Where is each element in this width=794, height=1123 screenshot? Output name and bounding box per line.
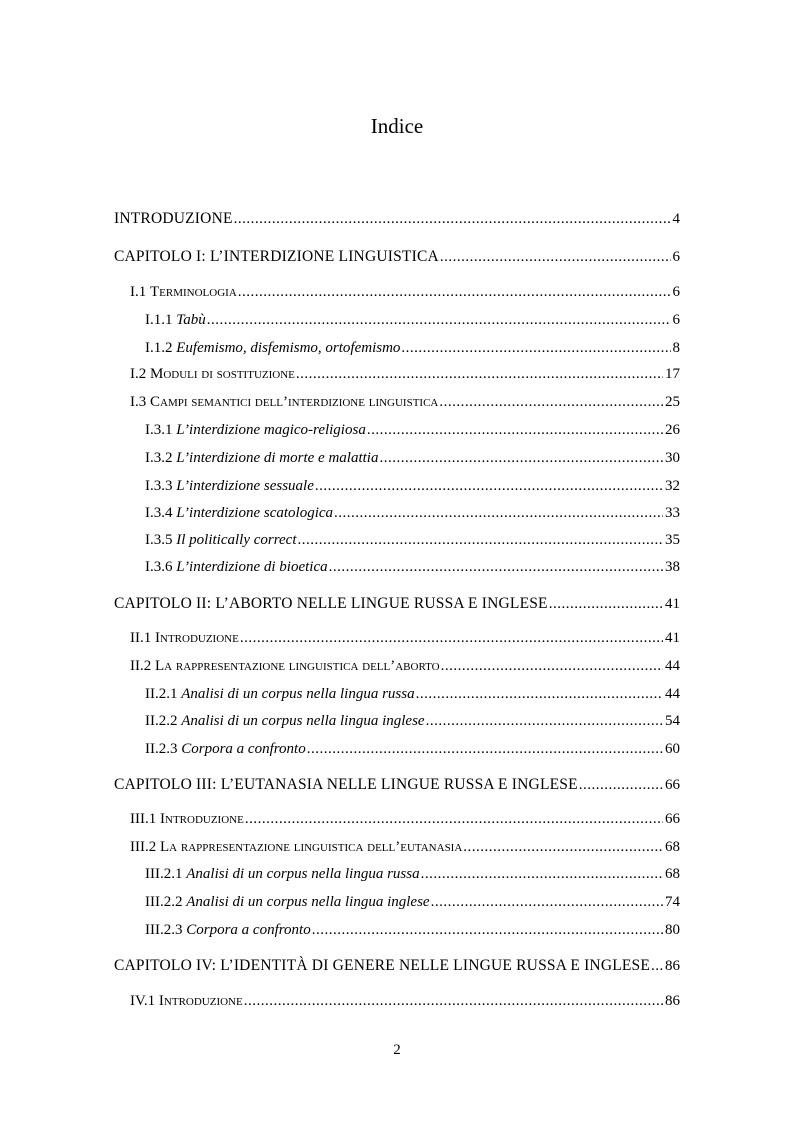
toc-entry-label	[114, 209, 233, 229]
dot-leader	[431, 892, 663, 912]
toc-entry-label	[130, 282, 237, 302]
toc-page-number: 68	[665, 839, 680, 855]
toc-entry-title: Analisi di un corpus nella lingua inglese	[181, 713, 425, 729]
toc-entry-label	[145, 503, 333, 523]
toc-entry[interactable]	[145, 892, 680, 912]
toc-entry-label	[145, 684, 415, 704]
toc-entry-title: CAPITOLO IV: L’IDENTITÀ DI GENERE NELLE LINGUE RUSSA E INGLESE	[114, 957, 651, 974]
toc-entry-title: Tabù	[176, 312, 206, 328]
toc-page-number: 30	[665, 450, 680, 466]
toc-section-number: IV.1	[130, 993, 159, 1009]
toc-entry[interactable]	[130, 837, 680, 857]
dot-leader	[244, 991, 663, 1011]
toc-entry-title: L’interdizione sessuale	[176, 478, 314, 494]
dot-leader	[579, 775, 663, 795]
toc-entry-title: Introduzione	[158, 993, 243, 1009]
dot-leader	[245, 809, 663, 829]
toc-page-number: 41	[665, 596, 680, 612]
toc-entry[interactable]	[145, 420, 680, 440]
toc-section-number: II.2.1	[145, 686, 182, 702]
toc-section-number: III.2.1	[145, 866, 187, 882]
toc-entry-label	[130, 392, 438, 412]
toc-section-number: I.1	[130, 284, 150, 300]
toc-entry-title: CAPITOLO I: L’INTERDIZIONE LINGUISTICA	[114, 248, 439, 265]
dot-leader	[307, 739, 663, 759]
toc-page-number: 41	[665, 630, 680, 646]
toc-entry-label	[114, 247, 439, 267]
toc-entry-label	[145, 338, 400, 358]
toc-page-number: 35	[665, 532, 680, 548]
toc-page-number: 86	[665, 993, 680, 1009]
dot-leader	[549, 594, 663, 614]
toc-page-number: 44	[665, 658, 680, 674]
dot-leader	[207, 310, 671, 330]
toc-page-number: 44	[665, 686, 680, 702]
dot-leader	[238, 282, 671, 302]
toc-section-number: III.1	[130, 811, 160, 827]
toc-page-number: 33	[665, 505, 680, 521]
dot-leader	[379, 448, 663, 468]
toc-entry[interactable]	[145, 684, 680, 704]
toc-entry-label	[114, 594, 548, 614]
toc-entry-title: L’interdizione magico-religiosa	[176, 422, 366, 438]
toc-page-number: 26	[665, 422, 680, 438]
toc-entry[interactable]	[145, 920, 680, 940]
toc-entry-title: L’interdizione di bioetica	[176, 559, 328, 575]
toc-entry-title: Moduli di sostituzione	[150, 366, 295, 382]
toc-entry[interactable]	[130, 656, 680, 676]
toc-entry[interactable]	[114, 247, 680, 267]
toc-entry-title: La rappresentazione linguistica dell’aborto	[155, 658, 440, 674]
dot-leader	[298, 530, 664, 550]
toc-entry-label	[114, 956, 650, 976]
page-title: Indice	[370, 114, 424, 138]
toc-entry-title: L’interdizione scatologica	[176, 505, 334, 521]
dot-leader	[651, 956, 663, 976]
toc-entry[interactable]	[130, 364, 680, 384]
toc-section-number: I.3	[130, 394, 150, 410]
toc-entry-label	[145, 310, 206, 330]
dot-leader	[463, 837, 663, 857]
toc-page-number: 6	[672, 284, 680, 300]
toc-entry-title: Analisi di un corpus nella lingua russa	[181, 686, 415, 702]
toc-page-number: 6	[672, 249, 680, 265]
toc-section-number: I.3.1	[145, 422, 177, 438]
toc-entry-title: Eufemismo, disfemismo, ortofemismo	[176, 340, 401, 356]
toc-page-number: 68	[665, 866, 680, 882]
toc-section-number: II.2.3	[145, 741, 182, 757]
toc-entry[interactable]	[114, 956, 680, 976]
toc-entry[interactable]	[145, 530, 680, 550]
toc-page-number: 6	[672, 312, 680, 328]
toc-entry[interactable]	[130, 628, 680, 648]
dot-leader	[416, 684, 663, 704]
page-number: 2	[393, 1042, 401, 1058]
toc-section-number: I.3.4	[145, 505, 177, 521]
toc-entry-title: INTRODUZIONE	[114, 210, 233, 227]
toc-page-number: 32	[665, 478, 680, 494]
toc-section-number: I.1.1	[145, 312, 177, 328]
dot-leader	[439, 392, 663, 412]
toc-entry-title: CAPITOLO III: L’EUTANASIA NELLE LINGUE RUSSA E INGLESE	[114, 776, 578, 793]
toc-section-number: I.3.6	[145, 559, 177, 575]
toc-entry-title: CAPITOLO II: L’ABORTO NELLE LINGUE RUSSA E INGLESE	[114, 595, 548, 612]
toc-entry[interactable]	[145, 310, 680, 330]
toc-entry-title: Terminologia	[150, 284, 237, 300]
toc-page-number: 66	[665, 777, 680, 793]
toc-entry[interactable]	[145, 448, 680, 468]
toc-page-number: 17	[665, 366, 680, 382]
toc-entry-label	[145, 739, 306, 759]
toc-entry[interactable]	[114, 594, 680, 614]
toc-entry-title: Analisi di un corpus nella lingua russa	[186, 866, 420, 882]
toc-entry-title: La rappresentazione linguistica dell’eutanasia	[160, 839, 463, 855]
toc-section-number: II.2	[130, 658, 155, 674]
toc-entry-label	[145, 892, 430, 912]
toc-section-number: II.1	[130, 630, 155, 646]
toc-page-number: 8	[672, 340, 680, 356]
toc-section-number: I.1.2	[145, 340, 177, 356]
toc-entry-title: Introduzione	[160, 811, 244, 827]
toc-page-number: 25	[665, 394, 680, 410]
dot-leader	[421, 864, 663, 884]
dot-leader	[441, 656, 663, 676]
toc-entry[interactable]	[130, 809, 680, 829]
toc-entry-label	[130, 628, 239, 648]
toc-entry[interactable]	[145, 557, 680, 577]
toc-entry-label	[114, 775, 578, 795]
toc-entry-label	[145, 711, 425, 731]
toc-entry-label	[145, 530, 297, 550]
dot-leader	[240, 628, 663, 648]
toc-section-number: III.2.3	[145, 922, 187, 938]
toc-section-number: I.2	[130, 366, 150, 382]
toc-page-number: 4	[672, 211, 680, 227]
toc-entry[interactable]	[145, 338, 680, 358]
toc-page-number: 60	[665, 741, 680, 757]
toc-entry-label	[145, 448, 378, 468]
toc-page-number: 38	[665, 559, 680, 575]
toc-entry-label	[145, 476, 314, 496]
toc-entry-title: Introduzione	[155, 630, 239, 646]
toc-entry-title: L’interdizione di morte e malattia	[176, 450, 379, 466]
dot-leader	[440, 247, 671, 267]
toc-entry-label	[130, 837, 462, 857]
toc-entry-label	[145, 920, 311, 940]
dot-leader	[234, 209, 671, 229]
toc-entry-label	[145, 864, 420, 884]
dot-leader	[315, 476, 663, 496]
toc-page-number: 66	[665, 811, 680, 827]
toc-entry[interactable]	[130, 282, 680, 302]
toc-section-number: III.2.2	[145, 894, 187, 910]
toc-entry-label	[145, 420, 366, 440]
toc-entry-label	[130, 809, 244, 829]
dot-leader	[312, 920, 663, 940]
dot-leader	[426, 711, 663, 731]
toc-entry[interactable]	[145, 476, 680, 496]
toc-page-number: 86	[665, 958, 680, 974]
dot-leader	[367, 420, 663, 440]
toc-section-number: I.3.2	[145, 450, 177, 466]
toc-entry[interactable]	[145, 503, 680, 523]
toc-entry-title: Campi semantici dell’interdizione linguistica	[150, 394, 439, 410]
toc-entry-label	[130, 656, 440, 676]
toc-section-number: III.2	[130, 839, 160, 855]
toc-page-number: 54	[665, 713, 680, 729]
toc-entry[interactable]	[145, 739, 680, 759]
dot-leader	[401, 338, 670, 358]
toc-section-number: I.3.5	[145, 532, 177, 548]
toc-section-number: II.2.2	[145, 713, 182, 729]
toc-entry-label	[145, 557, 328, 577]
toc-entry-label	[130, 991, 243, 1011]
toc-entry[interactable]	[114, 209, 680, 229]
toc-entry[interactable]	[114, 775, 680, 795]
dot-leader	[296, 364, 663, 384]
toc-section-number: I.3.3	[145, 478, 177, 494]
toc-entry-label	[130, 364, 295, 384]
toc-page-number: 74	[665, 894, 680, 910]
toc-entry-title: Analisi di un corpus nella lingua inglese	[186, 894, 430, 910]
toc-entry[interactable]	[130, 392, 680, 412]
toc-entry-title: Il politically correct	[176, 532, 297, 548]
toc-entry-title: Corpora a confronto	[181, 741, 306, 757]
dot-leader	[329, 557, 663, 577]
toc-entry[interactable]	[130, 991, 680, 1011]
dot-leader	[334, 503, 663, 523]
toc-entry[interactable]	[145, 711, 680, 731]
toc-page-number: 80	[665, 922, 680, 938]
toc-entry-title: Corpora a confronto	[186, 922, 311, 938]
toc-entry[interactable]	[145, 864, 680, 884]
